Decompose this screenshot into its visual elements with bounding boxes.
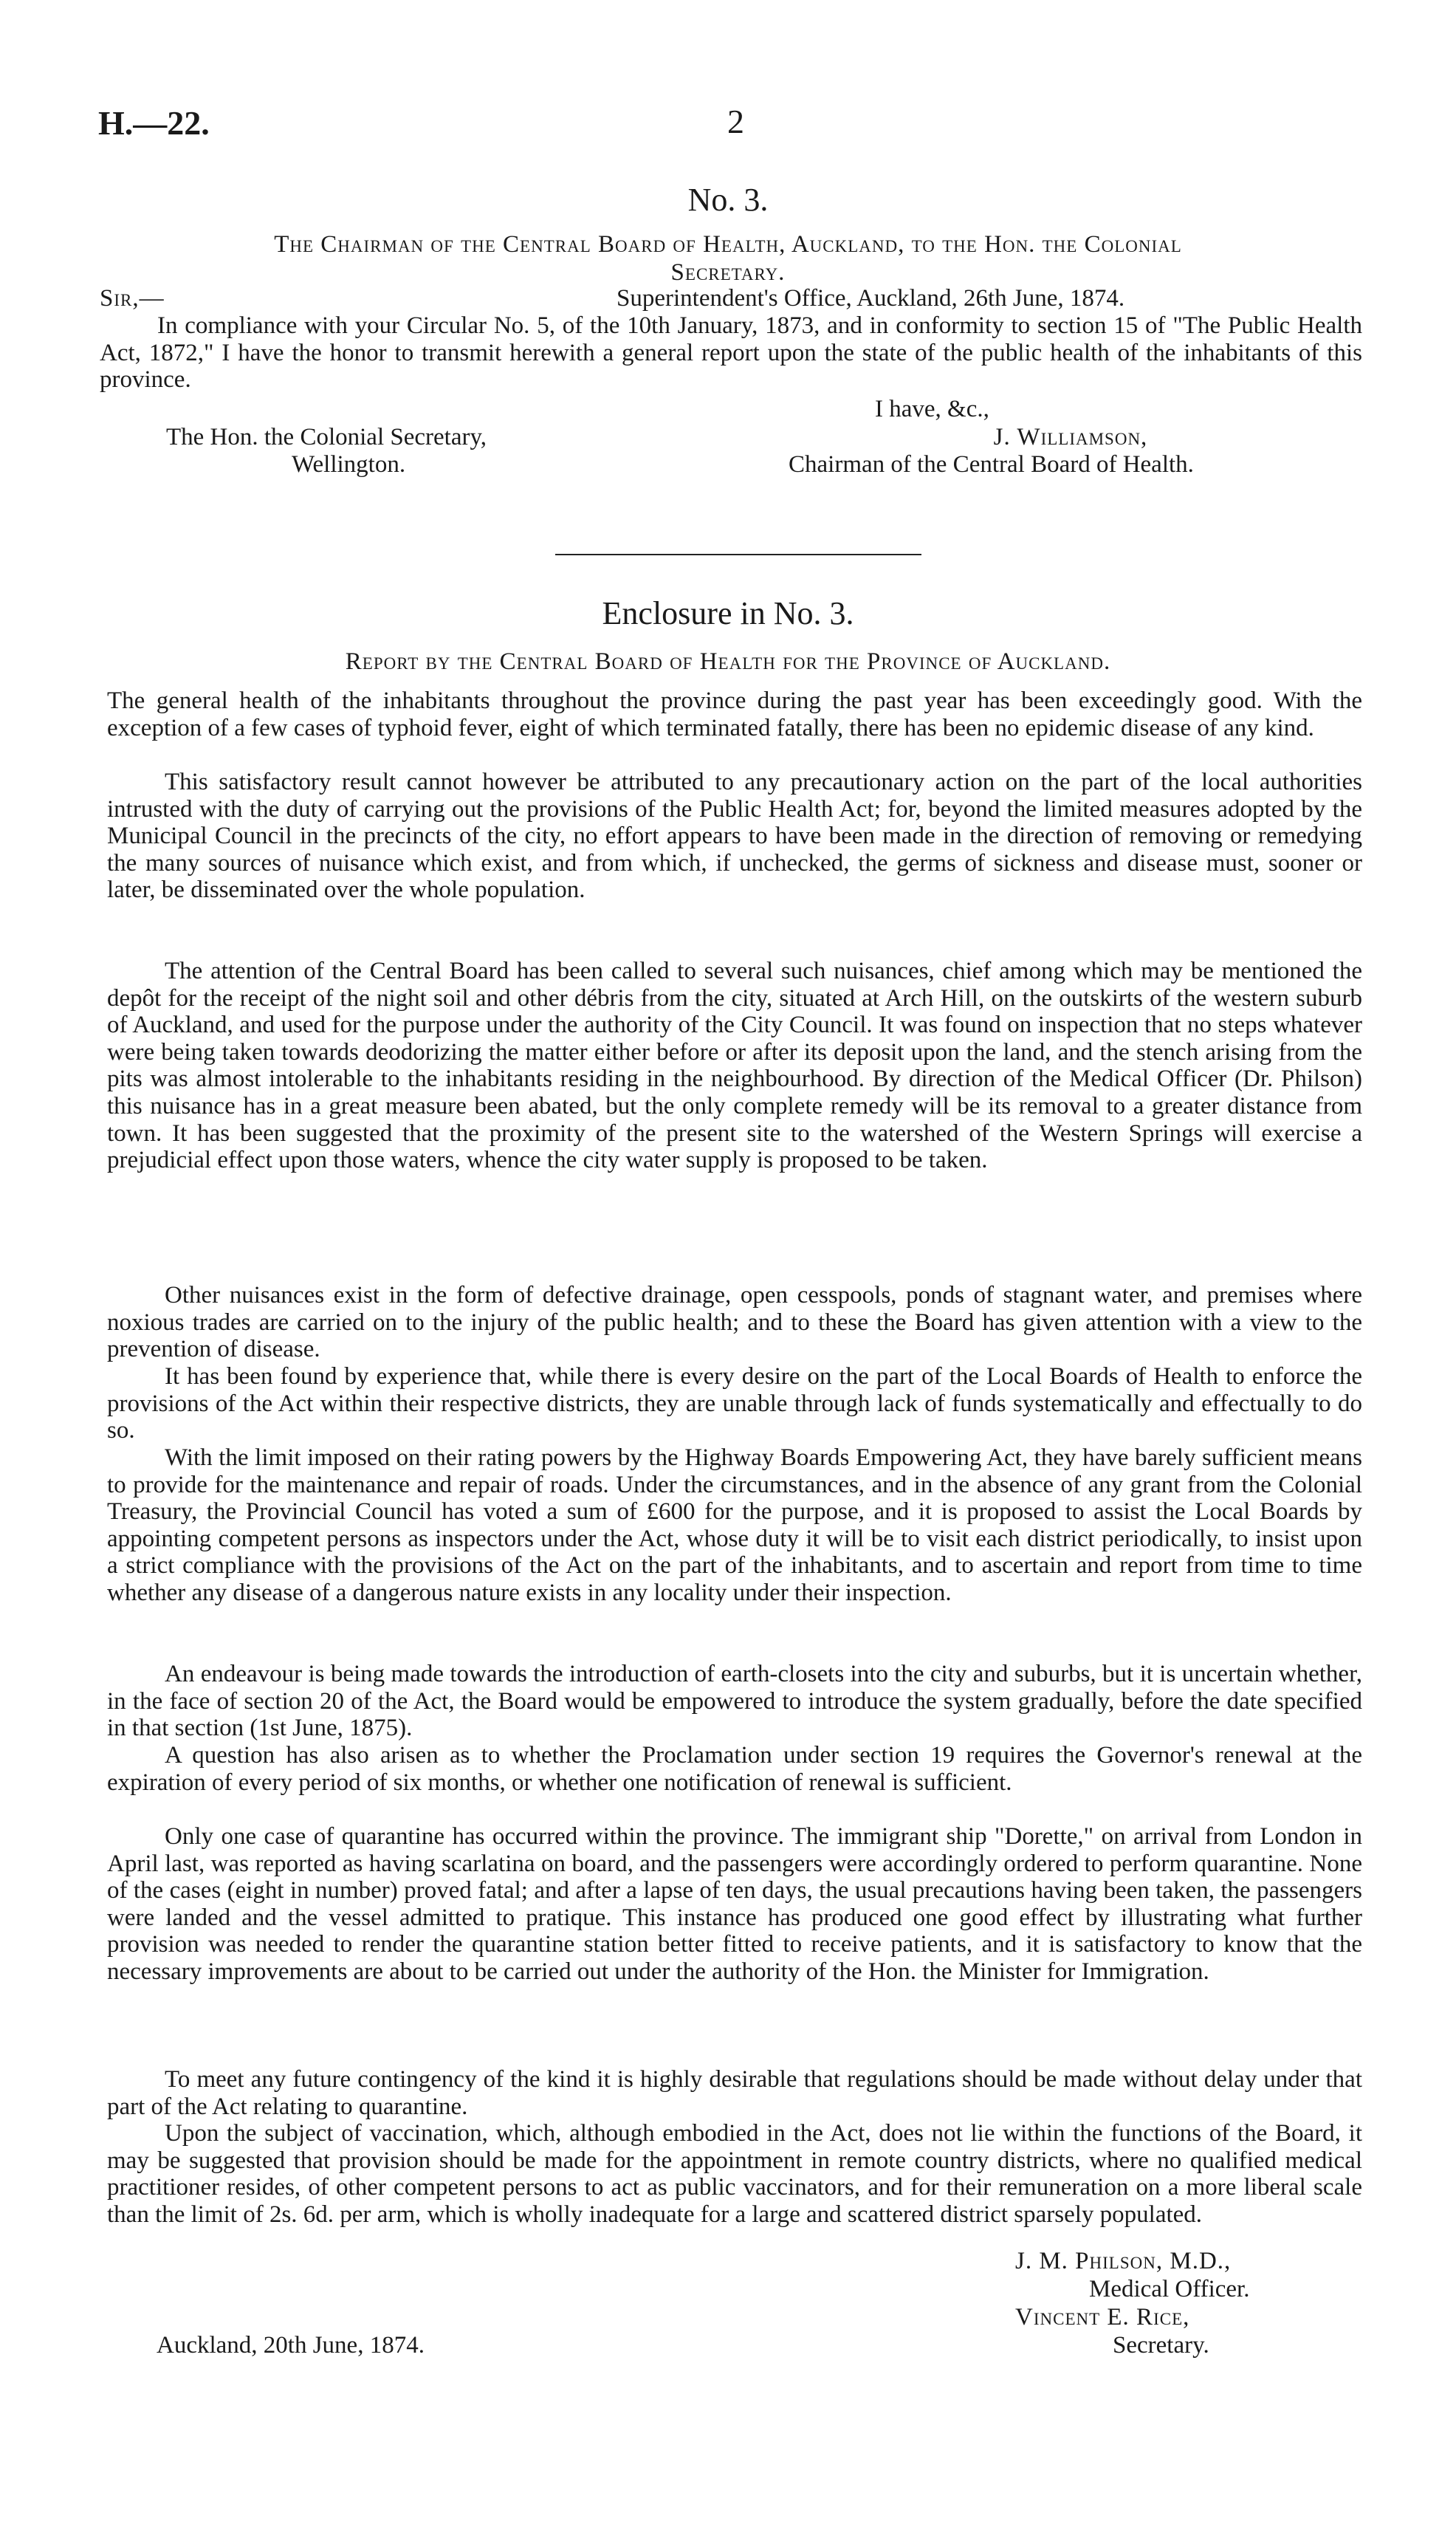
section-divider [555,554,921,555]
addressee-line1: The Hon. the Colonial Secretary, [166,424,487,450]
letter-body: In compliance with your Circular No. 5, of the 10th January, 1873, and in conformity to section 15 of "The Public Health Act, 1872," I have the honor to transmit herewith a general report upon the state of the public health of the inhabitants of this province. [100,312,1362,394]
enclosure-heading: Enclosure in No. 3. [602,595,854,631]
report-paragraph: The attention of the Central Board has been called to several such nuisances, chief among which may be mentioned the depôt for the receipt of the night soil and other débris from the city, situated at Arch Hill, on the outskirts of the western suburb of Auckland, and used for the purpose under the authority of the City Council. It was found on inspection that no steps whatever were being taken towards deodorizing the matter either before or after its deposit upon the land, and the stench arising from the pits was almost intolerable to the inhabitants residing in the neighbourhood. By direction of the Medical Officer (Dr. Philson) this nuisance has in a great measure been abated, but the only complete remedy will be its removal to a greater distance from town. It has been suggested that the proximity of the present site to the watershed of the Western Springs will exercise a prejudicial effect upon those waters, whence the city water supply is proposed to be taken. [107,958,1362,1174]
page-number: 2 [727,103,744,140]
signer1-name: J. M. Philson, M.D., [1015,2248,1232,2274]
report-place-date: Auckland, 20th June, 1874. [157,2332,425,2359]
report-paragraph: The general health of the inhabitants throughout the province during the past year has been exceedingly good. With the exception of a few cases of typhoid fever, eight of which terminated fatally, there has been no epidemic disease of any kind. [107,687,1362,741]
report-paragraph: To meet any future contingency of the kind it is highly desirable that regulations should be made without delay under that part of the Act relating to quarantine. [107,2066,1362,2120]
report-paragraph: A question has also arisen as to whether the Proclamation under section 19 requires the Governor's renewal at the expiration of every period of six months, or whether one notification of renewal is sufficient. [107,1742,1362,1796]
letter-place-date: Superintendent's Office, Auckland, 26th June, 1874. [617,285,1125,312]
letter-title-line2: Secretary. [670,259,786,286]
report-paragraph: With the limit imposed on their rating powers by the Highway Boards Empowering Act, they have barely sufficient means to provide for the maintenance and repair of roads. Under the circumstances, and in the absence of any grant from the Colonial Treasury, the Provincial Council has voted a sum of £600 for the purpose, and it is proposed to assist the Local Boards by appointing competent persons as inspectors under the Act, whose duty it will be to visit each district periodically, to insist upon a strict compliance with the provisions of the Act on the part of the inhabitants, and to ascertain and report from time to time whether any disease of a dangerous nature exists in any locality under their inspection. [107,1444,1362,1606]
letter-title-line1: The Chairman of the Central Board of Health, Auckland, to the Hon. the Colonial [274,231,1182,258]
signer2-name: Vincent E. Rice, [1015,2304,1190,2330]
salutation: Sir,— [100,285,165,312]
letter-closing: I have, &c., [875,396,989,422]
report-paragraph: Other nuisances exist in the form of defective drainage, open cesspools, ponds of stagnant water, and premises where noxious trades are carried on to the injury of the public health; and to these the Board has given attention with a view to the prevention of disease. [107,1282,1362,1363]
letter-number: No. 3. [687,182,769,218]
report-paragraph: Only one case of quarantine has occurred within the province. The immigrant ship "Dorette," on arrival from London in April last, was reported as having scarlatina on board, and the passengers were accordingly ordered to perform quarantine. None of the cases (eight in number) proved fatal; and after a lapse of ten days, the usual precautions having been taken, the passengers were landed and the vessel admitted to pratique. This instance has produced one good effect by illustrating what further provision was needed to render the quarantine station better fitted to receive patients, and it is satisfactory to know that the necessary improvements are about to be carried out under the authority of the Hon. the Minister for Immigration. [107,1823,1362,1985]
report-paragraph: An endeavour is being made towards the introduction of earth-closets into the city and suburbs, but it is uncertain whether, in the face of section 20 of the Act, the Board would be empowered to introduce the system gradually, before the date specified in that section (1st June, 1875). [107,1661,1362,1742]
letter-signatory: J. Williamson, [993,424,1148,450]
report-paragraph: Upon the subject of vaccination, which, although embodied in the Act, does not lie within the functions of the Board, it may be suggested that provision should be made for the appointment in remote country districts, where no qualified medical practitioner resides, of other competent persons to act as public vaccinators, and for their remuneration on a more liberal scale than the limit of 2s. 6d. per arm, which is wholly inadequate for a large and scattered district sparsely populated. [107,2120,1362,2228]
report-paragraph: It has been found by experience that, while there is every desire on the part of the Local Boards of Health to enforce the provisions of the Act within their respective districts, they are unable through lack of funds systematically and effectually to do so. [107,1363,1362,1444]
signer1-title: Medical Officer. [1089,2276,1250,2302]
report-paragraph: This satisfactory result cannot however be attributed to any precautionary action on the part of the local authorities intrusted with the duty of carrying out the provisions of the Public Health Act; for, beyond the limited measures adopted by the Municipal Council in the precincts of the city, no effort appears to have been made in the direction of removing or remedying the many sources of nuisance which exist, and from which, if unchecked, the germs of sickness and disease must, sooner or later, be disseminated over the whole population. [107,769,1362,904]
addressee-line2: Wellington. [292,451,406,478]
enclosure-subtitle: Report by the Central Board of Health for the Province of Auckland. [345,648,1111,675]
letter-signatory-title: Chairman of the Central Board of Health. [789,451,1194,478]
signer2-title: Secretary. [1113,2332,1209,2359]
document-reference: H.—22. [98,104,210,142]
